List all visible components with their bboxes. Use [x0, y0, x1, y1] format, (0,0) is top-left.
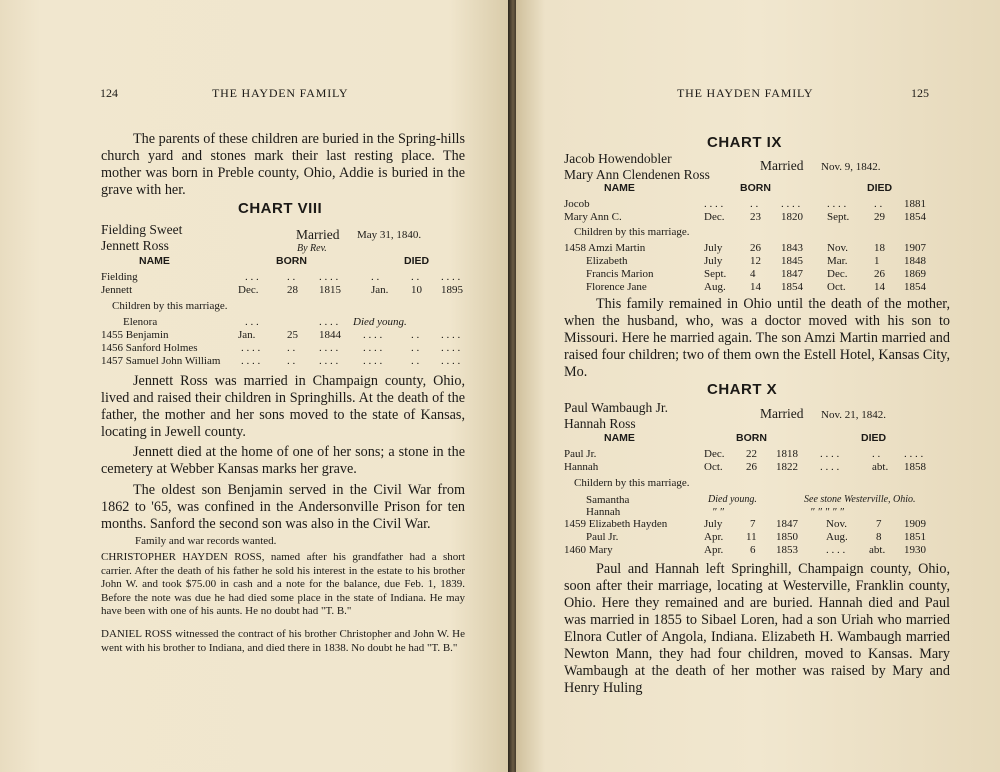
married-label: Married	[760, 158, 804, 173]
child-name: Samantha	[586, 494, 630, 506]
table-row: Jennett Dec. 28 1815 Jan. 10 1895	[101, 284, 463, 296]
spouse-name: Hannah Ross	[564, 416, 636, 431]
paragraph: Jennett died at the home of one of her sons; a stone in the cemetery at Webber Kansas marks her grave.	[101, 444, 465, 477]
column-header-name: NAME	[604, 432, 635, 444]
spouse-name: Jacob Howendobler	[564, 151, 672, 166]
table-row: Elenora . . . . . . . Died young.	[123, 316, 407, 328]
column-header-born: BORN	[276, 255, 307, 267]
paragraph: The oldest son Benjamin served in the Civil War from 1862 to '65, was confined in the Andersonville Prison for ten months. Sanford the second son was also in the Civil War.	[101, 482, 465, 532]
running-head: THE HAYDEN FAMILY	[212, 86, 349, 100]
spouse-name: Mary Ann Clendenen Ross	[564, 167, 710, 182]
spouse-name: Paul Wambaugh Jr.	[564, 400, 669, 415]
married-label: Married	[760, 406, 804, 421]
column-header-died: DIED	[867, 182, 893, 194]
married-label: Married	[296, 227, 340, 242]
table-row: Fielding . . . . . . . . . . . . . . . . .	[101, 271, 461, 283]
table-row: 1459 Elizabeth Hayden July 7 1847 Nov. 7 1909	[564, 518, 926, 530]
children-label: Childern by this marriage.	[574, 477, 690, 489]
chart-title: CHART VIII	[238, 200, 323, 217]
table-row: Jocob . . . . . . . . . . . . . . . . 1881	[564, 198, 926, 210]
table-row: Mary Ann C. Dec. 23 1820 Sept. 29 1854	[564, 211, 926, 223]
ditto-marks: ″ ″ ″ ″ ″	[810, 506, 844, 518]
column-header-born: BORN	[740, 182, 771, 194]
running-head: THE HAYDEN FAMILY	[677, 86, 814, 100]
ditto-marks: ″ ″	[712, 506, 724, 518]
spouse-name: Jennett Ross	[101, 238, 169, 253]
paragraph: Paul and Hannah left Springhill, Champaign county, Ohio, soon after their marriage, locating at Westerville, Franklin county, Ohio. Here they remained and are buried. Hannah died and Paul was married in 1855 to Sibael Loren, had a son Uriah who married Elnora Cutler of Angola, Indiana. Elizabeth H. Wambaugh married Newton Mann, they had four children, moved to Kansas. Mary Wambaugh at the death of her mother was raised by Mary and Henry Huling	[564, 561, 950, 696]
chart-title: CHART X	[707, 381, 778, 398]
children-label: Children by this marriage.	[112, 300, 228, 312]
right-page	[516, 0, 1000, 772]
column-header-name: NAME	[139, 255, 170, 267]
married-date: Nov. 9, 1842.	[821, 161, 881, 173]
child-name: Hannah	[586, 506, 621, 518]
table-row: Florence Jane Aug. 14 1854 Oct. 14 1854	[586, 281, 926, 293]
column-header-name: NAME	[604, 182, 635, 194]
table-row: Francis Marion Sept. 4 1847 Dec. 26 1869	[586, 268, 926, 280]
table-row: 1460 Mary Apr. 6 1853 . . . . abt. 1930	[564, 544, 926, 556]
table-row: 1455 Benjamin Jan. 25 1844 . . . . . . . . . .	[101, 329, 461, 341]
married-date: May 31, 1840.	[357, 229, 422, 241]
died-young-note: Died young.	[708, 494, 757, 505]
spouse-name: Fielding Sweet	[101, 222, 183, 237]
table-row: Elizabeth July 12 1845 Mar. 1 1848	[586, 255, 926, 267]
page-number: 124	[100, 86, 118, 100]
table-row: Hannah Oct. 26 1822 . . . . abt. 1858	[564, 461, 926, 473]
table-row: Paul Jr. Dec. 22 1818 . . . . . . . . . .	[564, 448, 924, 460]
footnote: CHRISTOPHER HAYDEN ROSS, named after his grandfather had a short carrier. After the death of his father he sold his interest in the estate to his brother John W. and took $75.00 in cash and a note for the balance, due Feb. 1, 1839. Before the note was due he had died some place in the state of Indiana. He may have been with one of his aunts. He no doubt had "T. B."	[101, 551, 465, 617]
footnote: DANIEL ROSS witnessed the contract of his brother Christopher and John W. He went with his brother to Indiana, and died there in 1838. No doubt he had "T. B."	[101, 628, 465, 654]
page-number: 125	[911, 86, 929, 100]
column-header-died: DIED	[861, 432, 887, 444]
column-header-died: DIED	[404, 255, 430, 267]
table-row: 1457 Samuel John William . . . . . . . . . . . . . . . . . . . .	[101, 355, 461, 367]
paragraph: This family remained in Ohio until the death of the mother, when the husband, who, was a doctor moved with his son to Missouri. Here he married again. The son Amzi Martin married and raised four children; two of them own the Estell Hotel, Kansas City, Mo.	[564, 296, 950, 380]
intro-paragraph: The parents of these children are buried in the Spring-hills church yard and stones mark their last resting place. The mother was born in Preble county, Ohio, Addie is buried in the grave with her.	[101, 131, 465, 198]
table-row: 1458 Amzi Martin July 26 1843 Nov. 18 1907	[564, 242, 926, 254]
children-label: Children by this marriage.	[574, 226, 690, 238]
records-note: Family and war records wanted.	[135, 535, 277, 547]
table-row: 1456 Sanford Holmes . . . . . . . . . . . . . . . . . . . .	[101, 342, 461, 354]
table-row: Paul Jr. Apr. 11 1850 Aug. 8 1851	[586, 531, 926, 543]
chart-title: CHART IX	[707, 134, 782, 151]
married-date: Nov. 21, 1842.	[821, 409, 886, 421]
paragraph: Jennett Ross was married in Champaign county, Ohio, lived and raised their children in Springhills. At the death of the father, the mother and her sons moved to the state of Kansas, locating in Jewell county.	[101, 373, 465, 440]
stone-note: See stone Westerville, Ohio.	[804, 494, 916, 505]
married-by: By Rev.	[297, 243, 327, 254]
column-header-born: BORN	[736, 432, 767, 444]
